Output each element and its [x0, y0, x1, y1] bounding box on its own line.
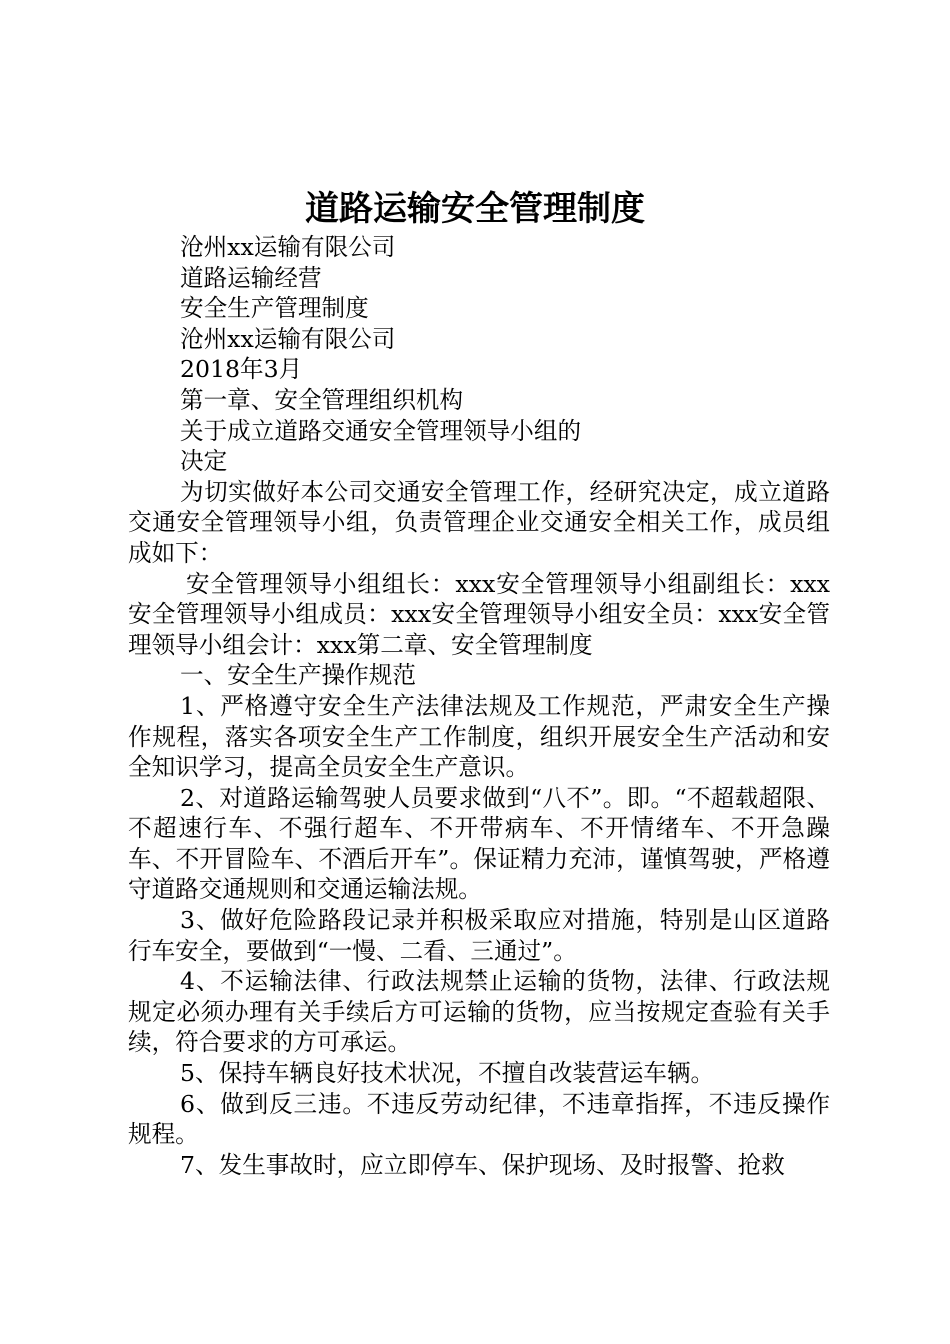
business-line: 道路运输经营 [180, 263, 322, 292]
document-title: 道路运输安全管理制度 [305, 189, 645, 229]
paragraph-intro: 为切实做好本公司交通安全管理工作，经研究决定，成立道路交通安全管理领导小组，负责管理企业交通安全相关工作，成员组成如下： [128, 477, 830, 567]
date-line: 2018年3月 [180, 355, 303, 384]
paragraph-item-3: 3、做好危险路段记录并积极采取应对措施，特别是山区道路行车安全，要做到“一慢、二看、三通过”。 [128, 906, 830, 965]
document-body [128, 232, 830, 1180]
regulation-title-line: 安全生产管理制度 [180, 294, 369, 323]
company-name-line: 沧州xx运输有限公司 [180, 233, 396, 261]
chapter-one-heading: 第一章、安全管理组织机构 [180, 385, 464, 414]
paragraph-staff: 安全管理领导小组组长：xxx安全管理领导小组副组长：xxx安全管理领导小组成员：xxx安全管理领导小组安全员：xxx安全管理领导小组会计：xxx第二章、安全管理制度 [128, 569, 830, 659]
paragraph-item-1: 1、严格遵守安全生产法律法规及工作规范，严肃安全生产操作规程，落实各项安全生产工作制度，组织开展安全生产活动和安全知识学习，提高全员安全生产意识。 [128, 691, 830, 782]
company-name-line-2: 沧州xx运输有限公司 [180, 324, 396, 353]
decision-title-line-2: 决定 [180, 447, 228, 476]
paragraph-item-5: 5、保持车辆良好技术状况，不擅自改装营运车辆。 [180, 1059, 715, 1088]
section-heading-one: 一、安全生产操作规范 [180, 661, 416, 690]
decision-title-line: 关于成立道路交通安全管理领导小组的 [180, 416, 582, 445]
paragraph-item-2: 2、对道路运输驾驶人员要求做到“八不”。即。“不超载超限、不超速行车、不强行超车、不开带病车、不开情绪车、不开急躁车、不开冒险车、不酒后开车”。保证精力充沛，谨慎驾驶，严格遵守道路交通规则和交通运输法规。 [128, 783, 830, 904]
paragraph-item-6: 6、做到反三违。不违反劳动纪律，不违章指挥，不违反操作规程。 [128, 1089, 830, 1149]
paragraph-item-7: 7、发生事故时，应立即停车、保护现场、及时报警、抢救 [180, 1150, 785, 1179]
paragraph-item-4: 4、不运输法律、行政法规禁止运输的货物，法律、行政法规规定必须办理有关手续后方可运输的货物，应当按规定查验有关手续，符合要求的方可承运。 [128, 967, 830, 1057]
